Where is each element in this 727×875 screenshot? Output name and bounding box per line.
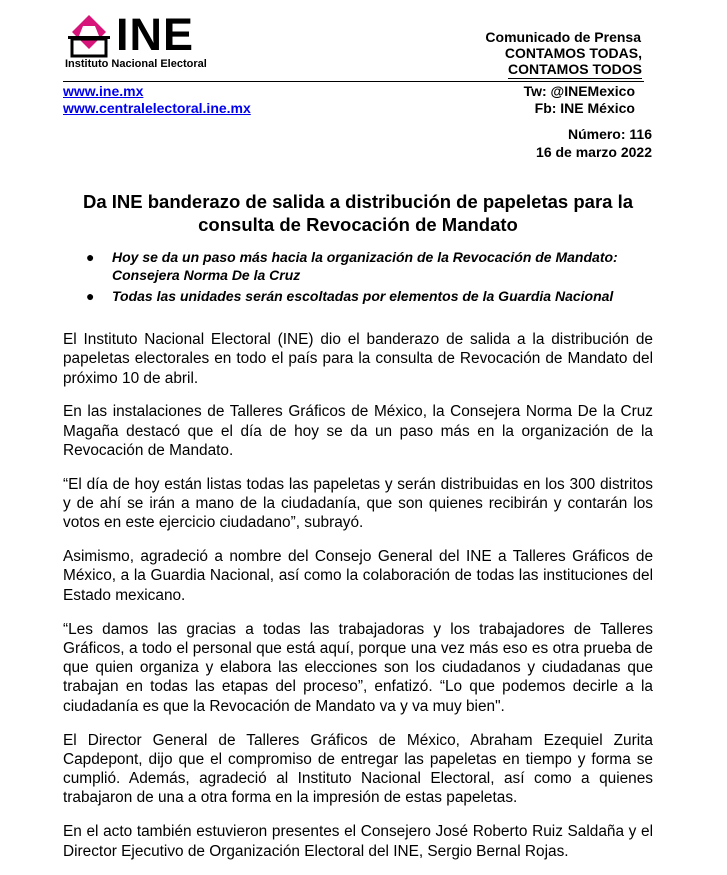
press-headline: Da INE banderazo de salida a distribución de papeletas para la consulta de Revocación de Mandato xyxy=(82,191,634,235)
release-date: 16 de marzo 2022 xyxy=(536,144,652,160)
header-divider xyxy=(63,81,644,82)
logo-wordmark: INE xyxy=(116,9,195,60)
ine-logo xyxy=(64,9,224,72)
bullet-icon: ● xyxy=(86,249,95,265)
paragraph: Asimismo, agradeció a nombre del Consejo General del INE a Talleres Gráficos de México, a la Guardia Nacional, así como la colaboración de todas las instituciones del Estado mexicano. xyxy=(63,548,653,604)
facebook-handle: Fb: INE México xyxy=(534,100,635,116)
paragraph: “Les damos las gracias a todas las trabajadoras y los trabajadores de Talleres Gráficos, a todo el personal que está aquí, porque una vez más eso es otra prueba de que quien organiza y elabora las elecciones son los ciudadanos y ciudadanas que trabajan en todas las etapas del proceso”, enfatizó. “Lo que podemos decirle a la ciudadanía es que la Revocación de Mandato va y va muy bien". xyxy=(63,620,653,715)
bullet-item xyxy=(86,287,656,305)
release-number: Número: 116 xyxy=(567,126,652,142)
release-meta xyxy=(536,125,652,161)
logo-subtitle: Instituto Nacional Electoral xyxy=(65,58,207,70)
highlight-bullets xyxy=(86,248,656,308)
link-central-electoral[interactable]: www.centralelectoral.ine.mx xyxy=(63,100,251,116)
paragraph: En el acto también estuvieron presentes el Consejero José Roberto Ruiz Saldaña y el Director Ejecutivo de Organización Electoral del INE, Sergio Bernal Rojas. xyxy=(63,823,653,860)
social-handles xyxy=(524,83,635,117)
ballot-box-logo-icon xyxy=(66,14,112,58)
communique-block xyxy=(485,29,642,79)
bullet-text: Hoy se da un paso más hacia la organización de la Revocación de Mandato: Consejera Norma De la Cruz xyxy=(112,249,618,283)
twitter-handle: Tw: @INEMexico xyxy=(523,83,635,99)
communique-label: Comunicado de Prensa xyxy=(485,29,641,45)
bullet-icon: ● xyxy=(86,288,95,304)
article-body xyxy=(63,330,653,875)
bullet-text: Todas las unidades serán escoltadas por elementos de la Guardia Nacional xyxy=(112,288,614,304)
paragraph: “El día de hoy están listas todas las papeletas y serán distribuidas en los 300 distritos y de ahí se irán a mano de la ciudadanía, que son quienes recibirán y contarán los votos en este ejercicio ciudadano”, subrayó. xyxy=(63,475,653,532)
bullet-item xyxy=(86,248,656,284)
paragraph: En las instalaciones de Talleres Gráficos de México, la Consejera Norma De la Cruz Magaña destacó que el día de hoy se da un paso más en la organización de la Revocación de Mandato. xyxy=(63,403,653,459)
link-ine[interactable]: www.ine.mx xyxy=(63,83,144,99)
slogan-line-2: CONTAMOS TODOS xyxy=(507,61,642,77)
website-links xyxy=(63,83,251,117)
paragraph: El Director General de Talleres Gráficos de México, Abraham Ezequiel Zurita Capdepont, dijo que el compromiso de entregar las papeletas en tiempo y forma se cumplió. Además, agradeció al Instituto Nacional Electoral, así como a quienes trabajaron de una a otra forma en la impresión de estas papeletas. xyxy=(63,731,653,807)
paragraph: El Instituto Nacional Electoral (INE) dio el banderazo de salida a la distribución de papeletas electorales en todo el país para la consulta de Revocación de Mandato del próximo 10 de abril. xyxy=(63,331,653,387)
slogan-line-1: CONTAMOS TODAS, xyxy=(504,45,642,61)
